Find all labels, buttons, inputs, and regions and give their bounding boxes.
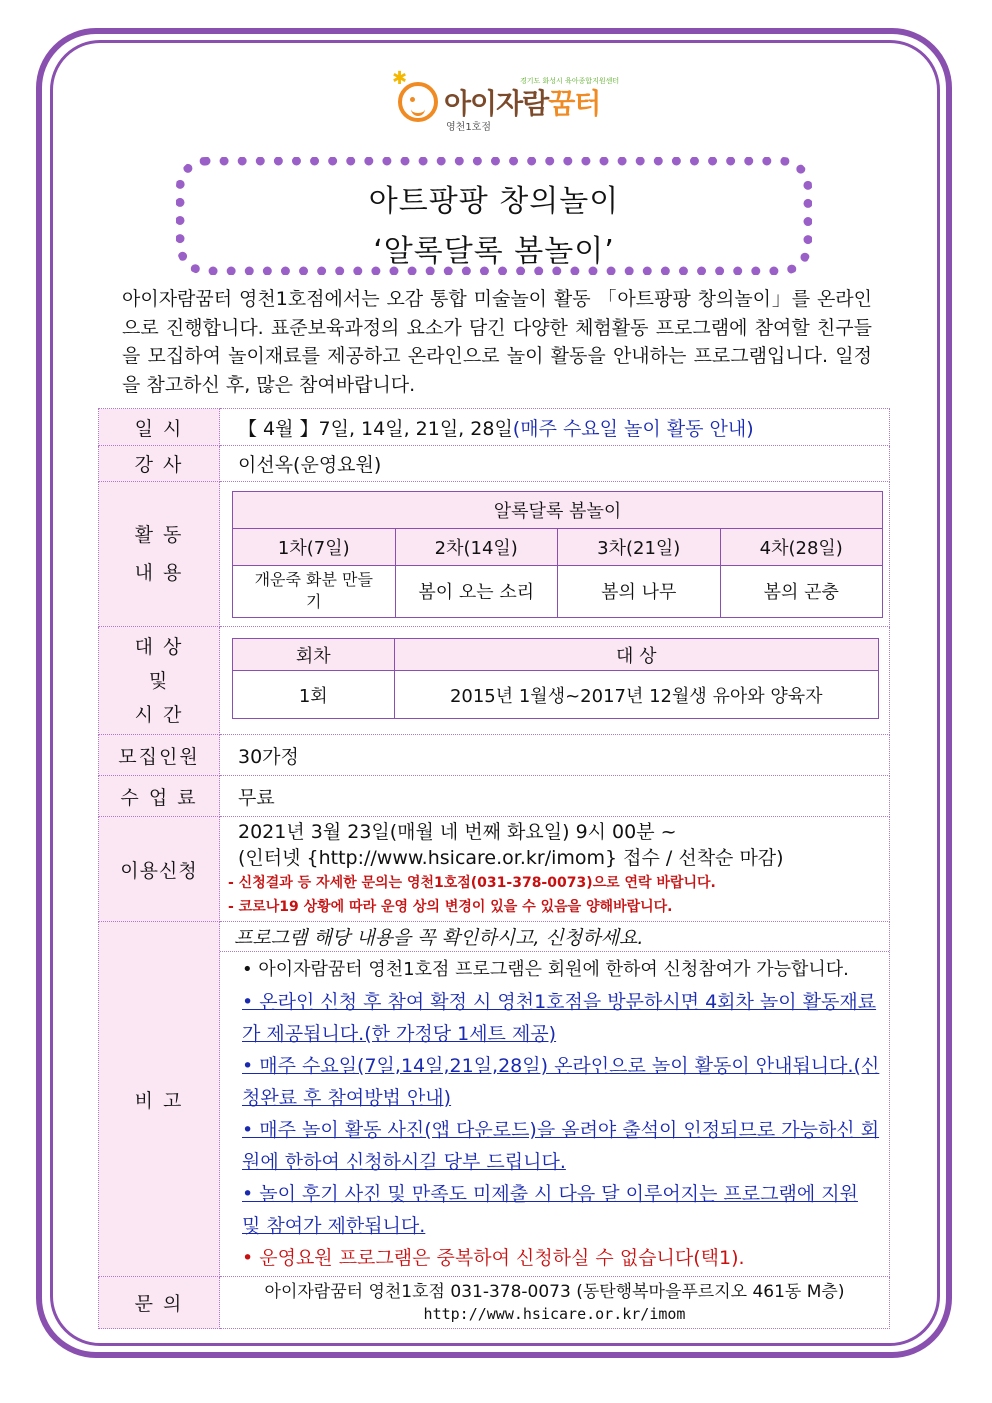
topic-2: 봄이 오는 소리: [395, 565, 558, 617]
apply-note-2: - 코로나19 상황에 따라 운영 상의 변경이 있을 수 있음을 양해바랍니다.: [228, 899, 673, 915]
topic-3: 봄의 나무: [558, 565, 721, 617]
remark-bullet-6: • 운영요원 프로그램은 중복하여 신청하실 수 없습니다(택1).: [242, 1247, 745, 1269]
logo-org: 경기도 화성시 육아종합지원센터: [520, 77, 620, 85]
remark-list: [220, 952, 889, 1276]
target-subtable: [232, 638, 879, 719]
row-fee: [99, 776, 890, 817]
label-date: 일 시: [99, 409, 220, 446]
label-target: [99, 627, 220, 735]
logo: [390, 68, 620, 138]
remark-bullet-1: • 아이자람꿈터 영천1호점 프로그램은 회원에 한하여 신청참여가 가능합니다.: [242, 959, 849, 980]
value-recruit: 30가정: [220, 735, 890, 776]
logo-name-2: 꿈터: [548, 87, 601, 120]
topic-4: 봄의 곤충: [720, 565, 883, 617]
logo-branch: 영천1호점: [446, 122, 492, 133]
content-cell: [220, 482, 890, 627]
remark-bullet-5: • 놀이 후기 사진 및 만족도 미제출 시 다음 달 이루어지는 프로그램에 지원 및 참여가 제한됩니다.: [242, 1183, 858, 1237]
apply-line-2: (인터넷 {http://www.hsicare.or.kr/imom} 접수 / 선착순 마감): [238, 847, 784, 869]
remark-bullet-2: • 온라인 신청 후 참여 확정 시 영천1호점을 방문하시면 4회차 놀이 활동재료가 제공됩니다.(한 가정당 1세트 제공): [242, 991, 877, 1045]
target-cell: [220, 627, 890, 735]
session-1: 1차(7일): [233, 528, 396, 565]
apply-note-1: - 신청결과 등 자세한 문의는 영천1호점(031-378-0073)으로 연락 바랍니다.: [228, 875, 716, 891]
info-table: [98, 408, 890, 1329]
remark-bullet-3: • 매주 수요일(7일,14일,21일,28일) 온라인으로 놀이 활동이 안내됩니다.(신청완료 후 참여방법 안내): [242, 1055, 880, 1109]
contact-line-1: 아이자람꿈터 영천1호점 031-378-0073 (동탄행복마을푸르지오 461동 M층): [264, 1281, 845, 1302]
value-fee: 무료: [220, 776, 890, 817]
apply-line-1: 2021년 3월 23일(매월 네 번째 화요일) 9시 00분 ~: [238, 821, 677, 843]
label-content-2: 내 용: [134, 562, 184, 584]
remark-bullet-4: • 매주 놀이 활동 사진(앱 다운로드)을 올려야 출석이 인정되므로 가능하신 회원에 한하여 신청하시길 당부 드립니다.: [242, 1119, 880, 1173]
label-target-3: 시 간: [134, 703, 184, 726]
label-content-1: 활 동: [134, 524, 184, 546]
target-col-round: 회차: [233, 639, 395, 671]
remark-cell: [220, 922, 890, 1277]
session-3: 3차(21일): [558, 528, 721, 565]
logo-name-1: 아이자람: [444, 87, 549, 120]
label-target-2: 및: [148, 669, 170, 692]
row-content: [99, 482, 890, 627]
label-contact: 문 의: [99, 1277, 220, 1329]
target-col-desc: 대 상: [394, 639, 879, 671]
date-note: (매주 수요일 놀이 활동 안내): [512, 417, 754, 440]
title-line-2: ‘알록달록 봄놀이’: [373, 234, 615, 269]
apply-cell: [220, 817, 890, 922]
label-target-1: 대 상: [134, 635, 184, 658]
row-date: [99, 409, 890, 446]
row-recruit: [99, 735, 890, 776]
label-recruit: 모집인원: [99, 735, 220, 776]
contact-cell: [220, 1277, 890, 1329]
title-box: [176, 157, 812, 275]
row-target: [99, 627, 890, 735]
logo-text: [444, 82, 600, 122]
label-fee: 수 업 료: [99, 776, 220, 817]
star-icon: ✱: [392, 68, 408, 89]
label-content: [99, 482, 220, 627]
label-instructor: 강 사: [99, 446, 220, 482]
row-instructor: [99, 446, 890, 482]
target-round: 1회: [233, 671, 395, 719]
row-apply: [99, 817, 890, 922]
title-line-1: 아트팡팡 창의놀이: [368, 184, 620, 219]
row-remark: [99, 922, 890, 1277]
target-desc: 2015년 1월생~2017년 12월생 유아와 양육자: [394, 671, 879, 719]
date-value: 【 4월 】7일, 14일, 21일, 28일: [238, 417, 513, 440]
session-2: 2차(14일): [395, 528, 558, 565]
contact-url[interactable]: http://www.hsicare.or.kr/imom: [423, 1304, 686, 1323]
value-instructor: 이선옥(운영요원): [220, 446, 890, 482]
smile-face-icon: [398, 82, 438, 122]
content-subtable: [232, 491, 883, 618]
label-apply: 이용신청: [99, 817, 220, 922]
intro-paragraph: 아이자람꿈터 영천1호점에서는 오감 통합 미술놀이 활동 「아트팡팡 창의놀이」를 온라인으로 진행합니다. 표준보육과정의 요소가 담긴 다양한 체험활동 프로그램에 참여할 친구들을 모집하여 놀이재료를 제공하고 온라인으로 놀이 활동을 안내하는 프로그램입니다. 일정을 참고하신 후, 많은 참여바랍니다.: [122, 288, 872, 396]
content-header: 알록달록 봄놀이: [233, 491, 883, 528]
remark-headline: 프로그램 해당 내용을 꼭 확인하시고, 신청하세요.: [220, 922, 889, 952]
label-remark: 비 고: [99, 922, 220, 1277]
topic-1: 개운죽 화분 만들기: [233, 565, 396, 617]
session-4: 4차(28일): [720, 528, 883, 565]
row-contact: [99, 1277, 890, 1329]
value-date: [220, 409, 890, 446]
